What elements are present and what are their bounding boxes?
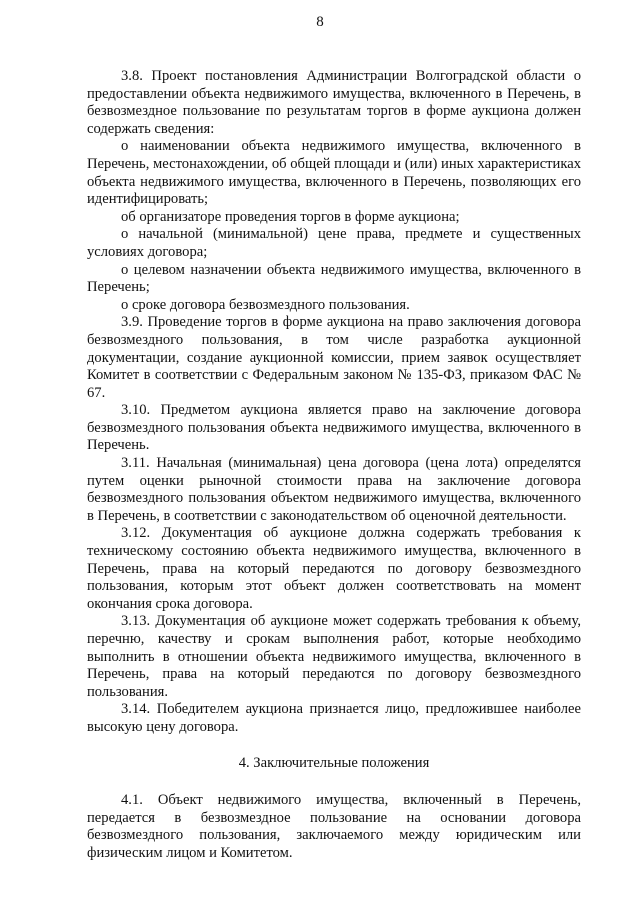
paragraph-3-10: 3.10. Предметом аукциона является право на заключение договора безвозмездного пользования объекта недвижимого имущества, включенного в Перечень. [87, 402, 581, 454]
list-item-organizer: об организаторе проведения торгов в форме аукциона; [121, 208, 460, 225]
list-item-purpose: о целевом назначении объекта недвижимого имущества, включенного в Перечень; [87, 261, 581, 296]
page-number: 8 [316, 14, 324, 30]
paragraph-3-8: 3.8. Проект постановления Администрации Волгоградской области о предоставлении объекта недвижимого имущества, включенного в Перечень, в безвозмездное пользование по результатам торгов в форме аукциона должен содержать сведения: [87, 68, 581, 137]
paragraph-4-1: 4.1. Объект недвижимого имущества, включенный в Перечень, передается в безвозмездное пользование на основании договора безвозмездного пользования, заключаемого между юридическим или физическим лицом и Комитетом. [87, 792, 581, 861]
paragraph-3-12: 3.12. Документация об аукционе должна содержать требования к техническому состоянию объекта недвижимого имущества, включенного в Перечень, права на который передаются по договору безвозмездного пользования, которым этот объект должен соответствовать на момент окончания срока договора. [87, 525, 581, 612]
paragraph-3-13: 3.13. Документация об аукционе может содержать требования к объему, перечню, качеству и срокам выполнения работ, которые необходимо выполнить в отношении объекта недвижимого имущества, включенного в Перечень, права на который передаются по договору безвозмездного пользования. [87, 613, 581, 700]
list-item-object-name: о наименовании объекта недвижимого имущества, включенного в Перечень, местонахождении, об общей площади и (или) иных характеристиках объекта недвижимого имущества, включенного в Перечень, позволяющих его идентифицировать; [87, 138, 581, 208]
list-item-term: о сроке договора безвозмездного пользования. [121, 296, 410, 313]
document-body [87, 68, 581, 863]
paragraph-3-11: 3.11. Начальная (минимальная) цена договора (цена лота) определятся путем оценки рыночной стоимости права на заключение договора безвозмездного пользования объектом недвижимого имущества, включенного в Перечень, в соответствии с законодательством об оценочной деятельности. [87, 455, 581, 524]
paragraph-3-14: 3.14. Победителем аукциона признается лицо, предложившее наиболее высокую цену договора. [87, 701, 581, 735]
list-item-initial-price: о начальной (минимальной) цене права, предмете и существенных условиях договора; [87, 226, 581, 260]
section-heading: 4. Заключительные положения [238, 754, 430, 771]
paragraph-3-9: 3.9. Проведение торгов в форме аукциона на право заключения договора безвозмездного пользования, в том числе разработка аукционной документации, создание аукционной комиссии, прием заявок осуществляет Комитет в соответствии с Федеральным законом № 135-ФЗ, приказом ФАС № 67. [87, 314, 581, 401]
